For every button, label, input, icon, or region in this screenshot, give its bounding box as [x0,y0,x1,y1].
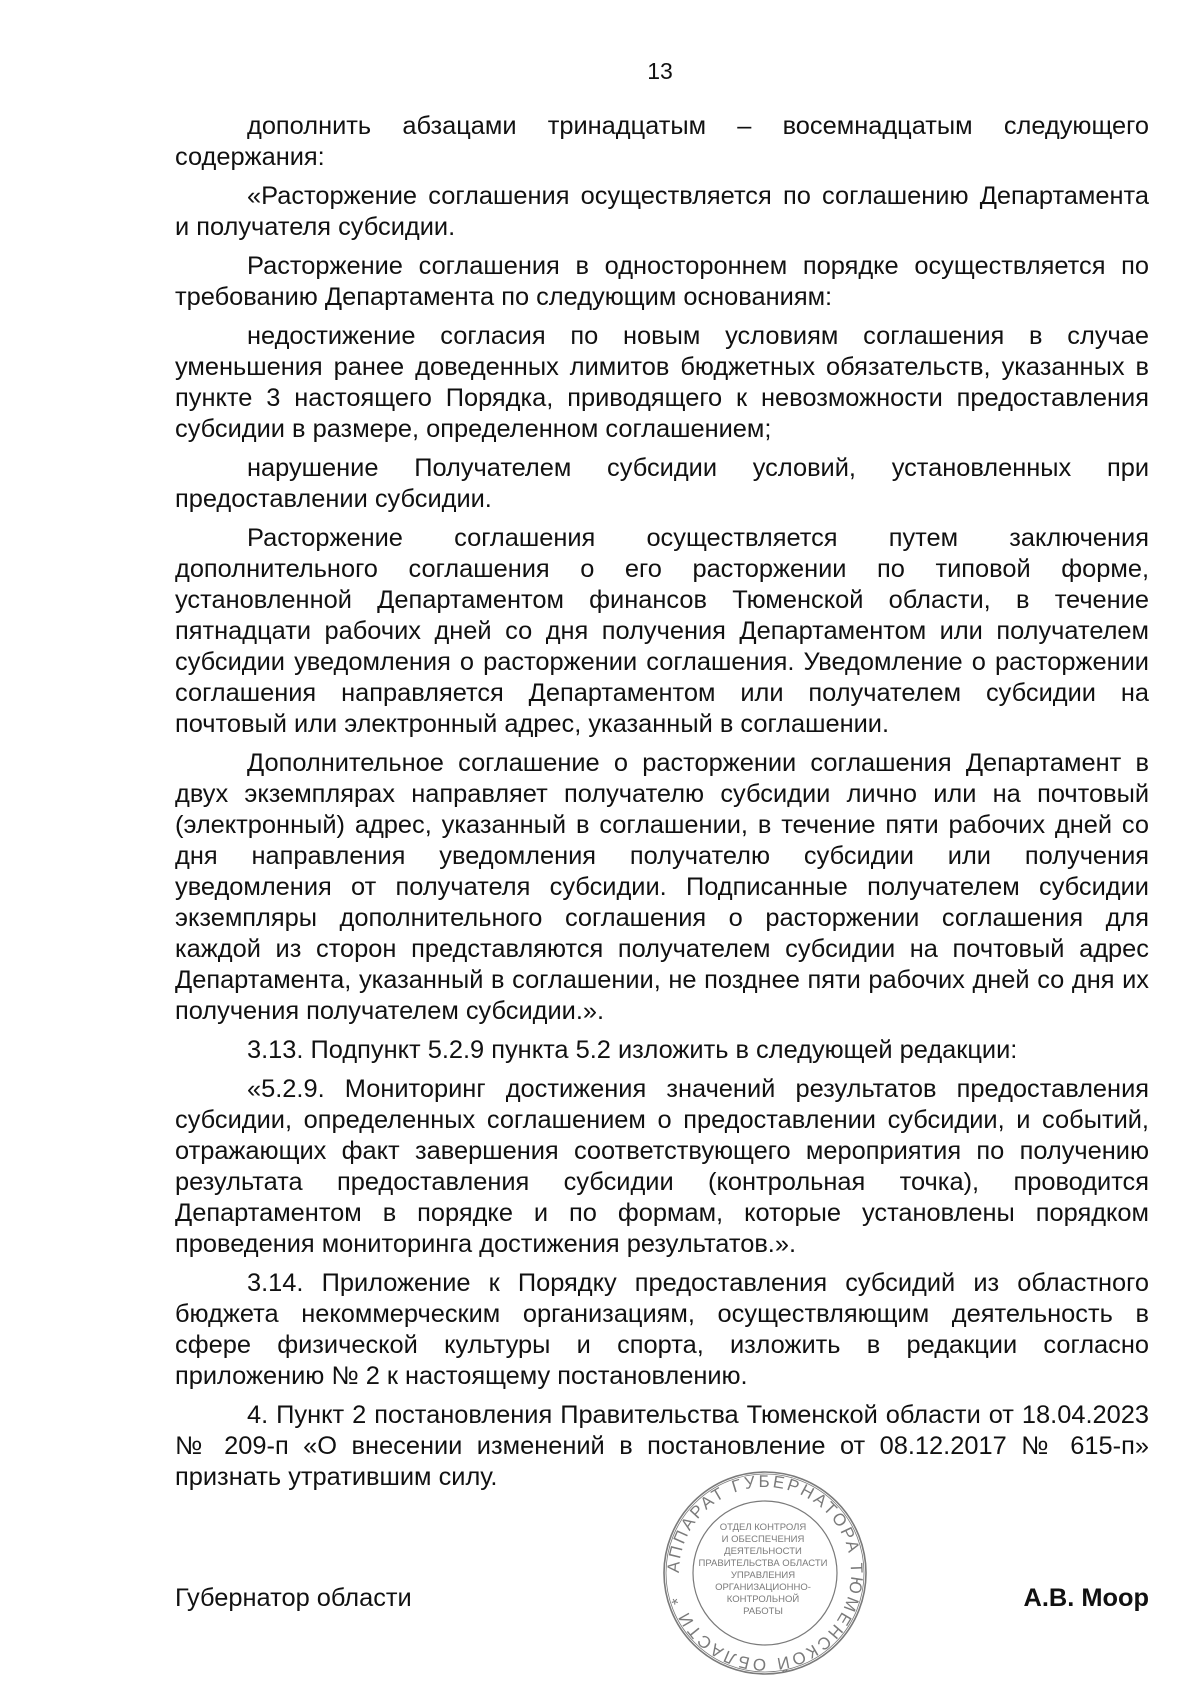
paragraph-2: «Расторжение соглашения осуществляется по соглашению Департамента и получателя субсидии. [175,182,1149,241]
paragraph-7: Дополнительное соглашение о расторжении соглашения Департамент в двух экземплярах направляет получателю субсидии лично или на почтовый (электронный) адрес, указанный в соглашении, в течение пяти рабочих дней со дня направления уведомления получателю субсидии или получения уведомления от получателя субсидии. Подписанные получателем субсидии экземпляры дополнительного соглашения о расторжении соглашения для каждой из сторон представляются получателем субсидии на почтовый адрес Департамента, указанный в соглашении, не позднее пяти рабочих дней со дня их получения получателем субсидии.». [175,749,1149,1025]
signatory-position: Губернатор области [175,1584,412,1612]
stamp-line-3: ДЕЯТЕЛЬНОСТИ [724,1546,802,1557]
paragraph-6: Расторжение соглашения осуществляется путем заключения дополнительного соглашения о его расторжении по типовой форме, установленной Департаментом финансов Тюменской области, в течение пятнадцати рабочих дней со дня получения Департаментом или получателем субсидии уведомления о расторжении соглашения. Уведомление о расторжении соглашения направляется Департаментом или получателем субсидии на почтовый или электронный адрес, указанный в соглашении. [175,524,1149,738]
page-number: 13 [647,58,673,84]
document-body [175,111,1149,1500]
paragraph-9: «5.2.9. Мониторинг достижения значений результатов предоставления субсидии, определенных соглашением о предоставлении субсидии, и событий, отражающих факт завершения соответствующего мероприятия по получению результата предоставления субсидии (контрольная точка), проводится Департаментом в порядке и по формам, которые установлены порядком проведения мониторинга достижения результатов.». [175,1075,1149,1258]
paragraph-8: 3.13. Подпункт 5.2.9 пункта 5.2 изложить в следующей редакции: [247,1036,1018,1064]
paragraph-3: Расторжение соглашения в одностороннем порядке осуществляется по требованию Департамента по следующим основаниям: [175,252,1149,311]
stamp-line-8: РАБОТЫ [743,1606,783,1617]
stamp-line-2: И ОБЕСПЕЧЕНИЯ [721,1534,805,1545]
stamp-graphic [660,1468,870,1678]
paragraph-11: 4. Пункт 2 постановления Правительства Тюменской области от 18.04.2023 № 209-п «О внесении изменений в постановление от 08.12.2017 № 615-п» признать утратившим силу. [175,1401,1149,1491]
paragraph-1: дополнить абзацами тринадцатым – восемнадцатым следующего содержания: [175,112,1149,171]
official-stamp [660,1468,870,1678]
stamp-line-7: КОНТРОЛЬНОЙ [726,1594,800,1605]
paragraph-4: недостижение согласия по новым условиям соглашения в случае уменьшения ранее доведенных лимитов бюджетных обязательств, указанных в пункте 3 настоящего Порядка, приводящего к невозможности предоставления субсидии в размере, определенном соглашением; [175,322,1149,443]
signature-block [175,1583,1149,1619]
paragraph-5: нарушение Получателем субсидии условий, установленных при предоставлении субсидии. [175,454,1149,513]
stamp-line-5: УПРАВЛЕНИЯ [730,1570,796,1581]
stamp-line-6: ОРГАНИЗАЦИОННО- [715,1582,811,1593]
signatory-name: А.В. Моор [1023,1584,1149,1612]
paragraph-10: 3.14. Приложение к Порядку предоставления субсидий из областного бюджета некоммерческим организациям, осуществляющим деятельность в сфере физической культуры и спорта, изложить в редакции согласно приложению № 2 к настоящему постановлению. [175,1269,1149,1390]
stamp-ring-text: АППАРАТ ГУБЕРНАТОРА ТЮМЕНСКОЙ ОБЛАСТИ * [663,1471,867,1675]
stamp-line-1: ОТДЕЛ КОНТРОЛЯ [719,1522,807,1533]
stamp-line-4: ПРАВИТЕЛЬСТВА ОБЛАСТИ [698,1558,828,1569]
